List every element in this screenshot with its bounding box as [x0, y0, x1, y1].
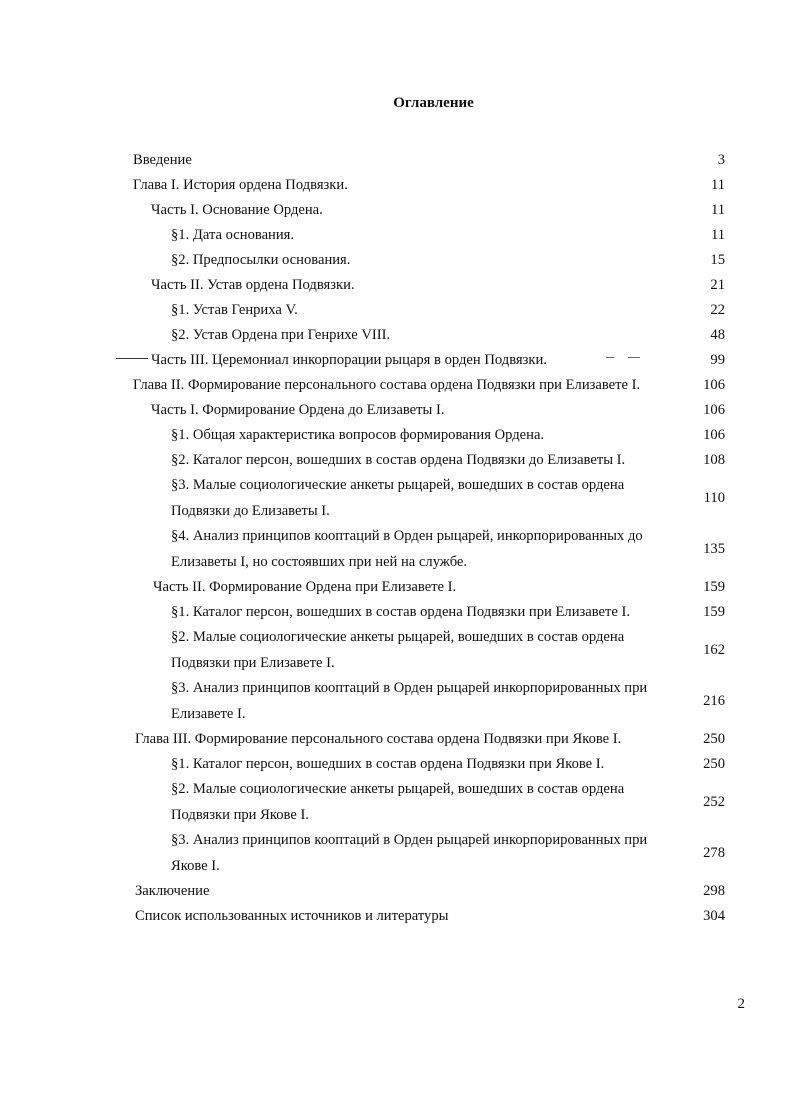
- toc-entry-page: 278: [703, 844, 725, 861]
- scan-artifact-mark: [116, 358, 148, 359]
- toc-entry-text: Часть I. Формирование Ордена до Елизаветы I.: [151, 402, 445, 418]
- scan-artifact-mark: [606, 357, 614, 358]
- toc-entry-page: 11: [710, 227, 725, 243]
- toc-entry-page: 15: [710, 252, 725, 268]
- toc-entry: [0, 625, 791, 676]
- toc-entry-text: Часть III. Церемониал инкорпорации рыцаря в орден Подвязки.: [151, 352, 547, 368]
- toc-entry-page: 252: [703, 793, 725, 810]
- toc-entry-text: Часть I. Основание Ордена.: [151, 202, 323, 218]
- toc-entry-text: Часть II. Формирование Ордена при Елизавете I.: [153, 579, 457, 595]
- toc-entry: [0, 676, 791, 727]
- toc-entry: [0, 273, 791, 298]
- toc-entry-text: Глава I. История ордена Подвязки.: [133, 177, 348, 193]
- toc-entry: [0, 198, 791, 223]
- toc-entry-page: 21: [710, 277, 725, 293]
- toc-entry: [0, 524, 791, 575]
- toc-entry-page: 106: [703, 377, 725, 393]
- toc-entry: [0, 777, 791, 828]
- toc-entry: [0, 600, 791, 625]
- toc-entry-text: Часть II. Устав ордена Подвязки.: [151, 277, 355, 293]
- toc-entry: [0, 173, 791, 198]
- toc-entry: [0, 348, 791, 373]
- toc-entry-text: §3. Анализ принципов кооптаций в Орден рыцарей инкорпорированных при Якове I.: [171, 832, 648, 874]
- toc-entry: [0, 323, 791, 348]
- toc-entry: [0, 904, 791, 929]
- toc-entry: [0, 223, 791, 248]
- toc-entry-page: 135: [703, 540, 725, 557]
- scan-artifact-mark: [628, 357, 640, 358]
- toc-entry-text: §1. Каталог персон, вошедших в состав ордена Подвязки при Якове I.: [171, 756, 605, 772]
- toc-entry-text: §1. Дата основания.: [171, 227, 295, 243]
- toc-entry-page: 250: [703, 756, 725, 772]
- toc-entry-page: 298: [703, 883, 725, 899]
- toc-entry-text: §1. Общая характеристика вопросов формирования Ордена.: [171, 427, 545, 443]
- toc-entry-text: Глава III. Формирование персонального состава ордена Подвязки при Якове I.: [135, 731, 622, 747]
- toc-entry-page: 11: [710, 177, 725, 193]
- toc-entry-page: 110: [703, 489, 725, 506]
- toc-entry-page: 99: [710, 352, 725, 368]
- page-title: Оглавление: [393, 95, 474, 111]
- page-number: 2: [737, 996, 745, 1012]
- toc-entry-text: §3. Анализ принципов кооптаций в Орден рыцарей инкорпорированных при Елизавете I.: [171, 680, 648, 722]
- toc-entry-text: §1. Устав Генриха V.: [171, 302, 298, 318]
- toc-entry-page: 108: [703, 452, 725, 468]
- toc-entry: [0, 879, 791, 904]
- toc-entry-page: 159: [703, 604, 725, 620]
- toc-entry-text: Введение: [133, 152, 192, 168]
- toc-entry-page: 3: [717, 152, 725, 168]
- toc-entry-page: 216: [703, 692, 725, 709]
- toc-entry-page: 106: [703, 427, 725, 443]
- toc-entry: [0, 575, 791, 600]
- toc-entry-page: 11: [710, 202, 725, 218]
- toc-entry-text: §3. Малые социологические анкеты рыцарей, вошедших в состав ордена Подвязки до Елизаветы I.: [171, 477, 625, 519]
- toc-entry: [0, 828, 791, 879]
- toc-entry: [0, 423, 791, 448]
- toc-entry: [0, 398, 791, 423]
- toc-entry: [0, 248, 791, 273]
- toc-entry-page: 250: [703, 731, 725, 747]
- toc-entry-text: §2. Каталог персон, вошедших в состав ордена Подвязки до Елизаветы I.: [171, 452, 626, 468]
- toc-entry-page: 22: [710, 302, 725, 318]
- toc-entry: [0, 448, 791, 473]
- toc-entry-text: Глава II. Формирование персонального состава ордена Подвязки при Елизавете I.: [133, 377, 641, 393]
- toc-entry: [0, 148, 791, 173]
- toc-entry-text: Список использованных источников и литературы: [135, 908, 449, 924]
- toc-entry: [0, 298, 791, 323]
- toc-entry-text: §2. Предпосылки основания.: [171, 252, 351, 268]
- table-of-contents: [0, 148, 791, 929]
- toc-entry-text: §4. Анализ принципов кооптаций в Орден рыцарей, инкорпорированных до Елизаветы I, но состоявших при ней на службе.: [171, 528, 643, 570]
- toc-entry-text: §2. Устав Ордена при Генрихе VIII.: [171, 327, 391, 343]
- toc-entry: [0, 473, 791, 524]
- toc-entry-text: §2. Малые социологические анкеты рыцарей, вошедших в состав ордена Подвязки при Якове I.: [171, 781, 625, 823]
- toc-entry: [0, 727, 791, 752]
- toc-entry-page: 304: [703, 908, 725, 924]
- toc-entry-text: §1. Каталог персон, вошедших в состав ордена Подвязки при Елизавете I.: [171, 604, 631, 620]
- toc-entry: [0, 373, 791, 398]
- toc-entry-page: 159: [703, 579, 725, 595]
- toc-entry-page: 48: [710, 327, 725, 343]
- toc-entry-text: Заключение: [135, 883, 210, 899]
- toc-entry-page: 106: [703, 402, 725, 418]
- toc-entry-text: §2. Малые социологические анкеты рыцарей, вошедших в состав ордена Подвязки при Елизавете I.: [171, 629, 625, 671]
- toc-entry-page: 162: [703, 641, 725, 658]
- toc-entry: [0, 752, 791, 777]
